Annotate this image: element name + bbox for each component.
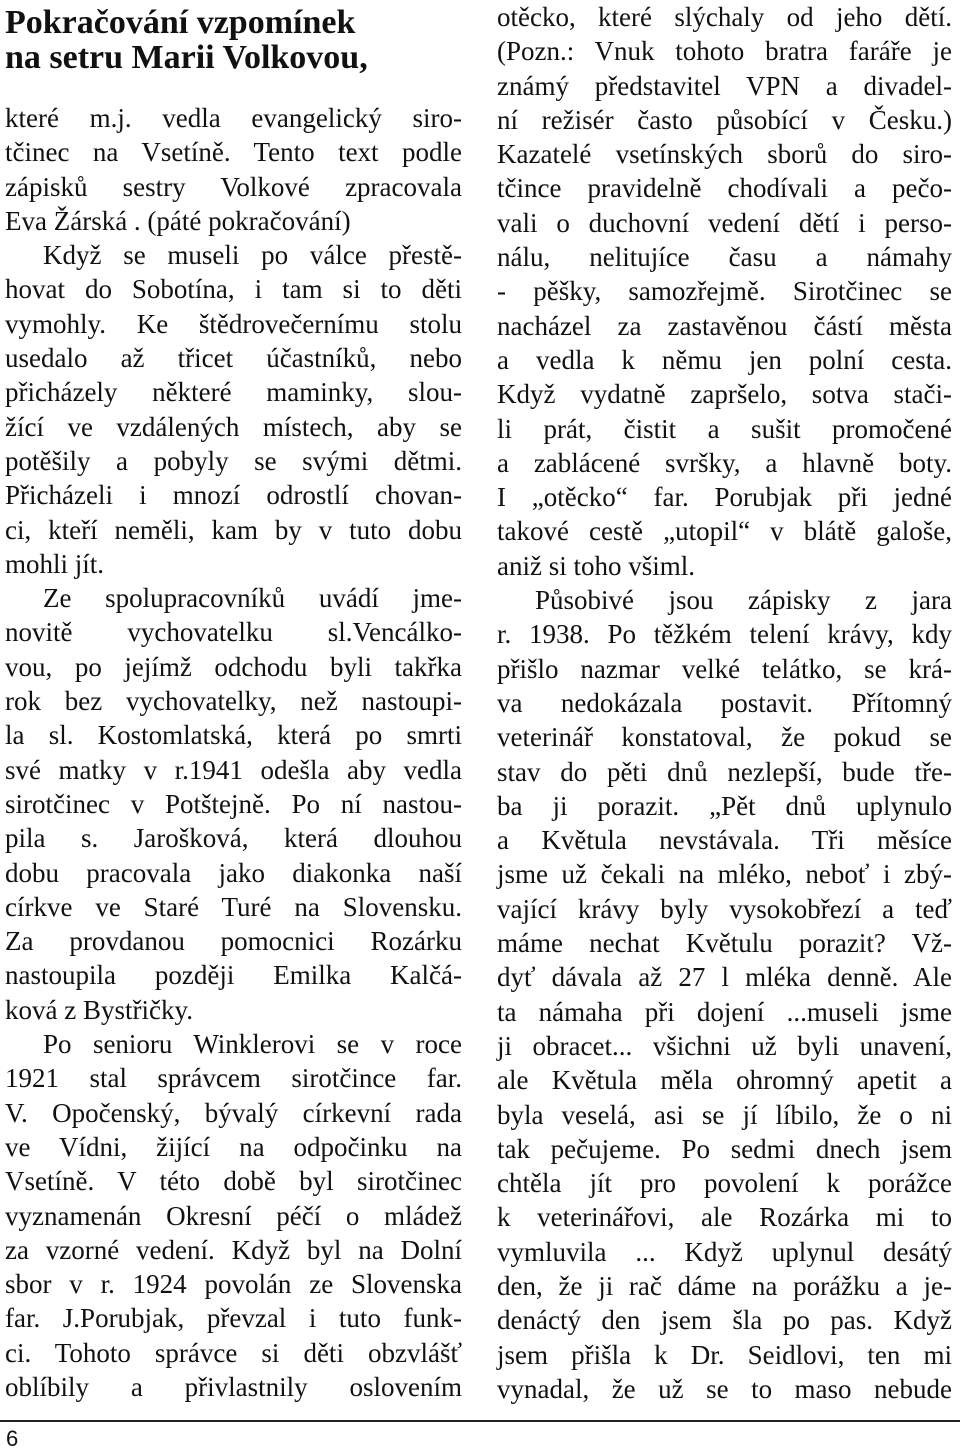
text-line: veterinář konstatoval, že pokud se bbox=[497, 722, 952, 753]
text-line: Po senioru Winklerovi se v roce bbox=[43, 1029, 462, 1060]
text-line: Kazatelé vsetínských sborů do siro- bbox=[497, 139, 952, 170]
text-line: vou, po jejímž odchodu byli takřka bbox=[5, 651, 462, 682]
text-line: jsem přišla k Dr. Seidlovi, ten mi bbox=[497, 1339, 952, 1370]
title-line: na setru Marii Volkovou, bbox=[5, 39, 368, 76]
paragraph bbox=[497, 0, 952, 583]
text-line: jsme už čekali na mléko, neboť i zbý- bbox=[497, 859, 952, 890]
text-line: Ze spolupracovníků uvádí jme- bbox=[43, 583, 462, 614]
text-line: usedalo až třicet účastníků, nebo bbox=[5, 343, 462, 374]
text-line: přišlo nazmar velké telátko, se krá- bbox=[497, 653, 952, 684]
text-line: vyznamenán Okresní péčí o mládež bbox=[5, 1200, 462, 1231]
text-line: ci, kteří neměli, kam by v tuto dobu bbox=[5, 514, 462, 545]
text-line: r. 1938. Po těžkém telení krávy, kdy bbox=[497, 619, 952, 650]
text-line: sbor v r. 1924 povolán ze Slovenska bbox=[5, 1269, 462, 1300]
text-line: Přicházeli i mnozí odrostlí chovan- bbox=[5, 480, 462, 511]
text-line: Eva Žárská . (páté pokračování) bbox=[5, 205, 351, 236]
text-line: V. Opočenský, bývalý církevní rada bbox=[5, 1097, 462, 1128]
text-line: dyť dávala až 27 l mléka denně. Ale bbox=[497, 962, 952, 993]
text-line: vynadal, že už se to maso nebude bbox=[497, 1373, 952, 1404]
text-line: pila s. Jarošková, která dlouhou bbox=[5, 823, 462, 854]
text-line: novitě vychovatelku sl.Vencálko- bbox=[5, 617, 462, 648]
text-line: své matky v r.1941 odešla aby vedla bbox=[5, 754, 462, 785]
text-line: ale Květula měla ohromný apetit a bbox=[497, 1065, 952, 1096]
text-line: Když se museli po válce přestě- bbox=[43, 240, 462, 271]
text-line: nastoupila později Emilka Kalčá- bbox=[5, 960, 462, 991]
paragraph bbox=[497, 583, 952, 1406]
text-line: 1921 stal správcem sirotčince far. bbox=[5, 1063, 462, 1094]
page-number: 6 bbox=[6, 1426, 19, 1451]
text-line: otěcko, které slýchaly od jeho dětí. bbox=[497, 2, 952, 32]
paragraph bbox=[5, 1027, 462, 1404]
text-line: (Pozn.: Vnuk tohoto bratra faráře je bbox=[497, 36, 952, 67]
text-line: la sl. Kostomlatská, která po smrti bbox=[5, 720, 462, 751]
text-line: známý představitel VPN a divadel- bbox=[497, 70, 952, 101]
text-line: k veterinářovi, ale Rozárka mi to bbox=[497, 1202, 952, 1233]
text-line: denáctý den jsem šla po pas. Když bbox=[497, 1305, 952, 1336]
paragraph bbox=[5, 238, 462, 581]
article-title bbox=[5, 5, 462, 75]
left-column bbox=[5, 101, 462, 1404]
text-line: za vzorné vedení. Když byl na Dolní bbox=[5, 1234, 462, 1265]
text-line: vymluvila ... Když uplynul desátý bbox=[497, 1236, 952, 1267]
text-line: va nedokázala postavit. Přítomný bbox=[497, 687, 952, 718]
text-line: potěšily a pobyly se svými dětmi. bbox=[5, 445, 462, 476]
text-line: ji obracet... všichni už byli unavení, bbox=[497, 1030, 952, 1061]
text-line: ta námaha při dojení ...museli jsme bbox=[497, 996, 952, 1027]
text-line: oblíbily a přivlastnily oslovením bbox=[5, 1371, 462, 1402]
text-line: ci. Tohoto správce si děti obzvlášť bbox=[5, 1337, 462, 1368]
text-line: zápisků sestry Volkové zpracovala bbox=[5, 171, 462, 202]
text-line: vali o duchovní vedení dětí i perso- bbox=[497, 207, 952, 238]
text-line: sirotčinec v Potštejně. Po ní nastou- bbox=[5, 788, 462, 819]
right-column bbox=[497, 0, 952, 1406]
text-line: ní režisér často působící v Česku.) bbox=[497, 104, 952, 135]
text-line: tak pečujeme. Po sedmi dnech jsem bbox=[497, 1133, 952, 1164]
text-line: vymohly. Ke štědrovečernímu stolu bbox=[5, 308, 462, 339]
text-line: přicházely některé maminky, slou- bbox=[5, 377, 462, 408]
text-line: chtěla jít pro povolení k porážce bbox=[497, 1168, 952, 1199]
text-line: máme nechat Květulu porazit? Vž- bbox=[497, 928, 952, 959]
text-line: far. J.Porubjak, převzal i tuto funk- bbox=[5, 1303, 462, 1334]
text-line: li prát, čistit a sušit promočené bbox=[497, 413, 952, 444]
text-line: Působivé jsou zápisky z jara bbox=[535, 585, 952, 616]
text-line: takové cestě „utopil“ v blátě galoše, bbox=[497, 516, 952, 547]
text-line: a vedla k němu jen polní cesta. bbox=[497, 344, 952, 375]
text-line: byla veselá, asi se jí líbilo, že o ni bbox=[497, 1099, 952, 1130]
text-line: rok bez vychovatelky, než nastoupi- bbox=[5, 686, 462, 717]
text-line: a zablácené svršky, a hlavně boty. bbox=[497, 447, 952, 478]
text-line: dobu pracovala jako diakonka naší bbox=[5, 857, 462, 888]
text-line: nacházel za zastavěnou částí města bbox=[497, 310, 952, 341]
text-line: I „otěcko“ far. Porubjak při jedné bbox=[497, 482, 952, 513]
text-line: Když vydatně zapršelo, sotva stači- bbox=[497, 379, 952, 410]
text-line: tčinec na Vsetíně. Tento text podle bbox=[5, 137, 462, 168]
text-line: Vsetíně. V této době byl sirotčinec bbox=[5, 1166, 462, 1197]
text-line: mohli jít. bbox=[5, 548, 105, 579]
text-line: den, že ji rač dáme na porážku a je- bbox=[497, 1270, 952, 1301]
text-line: které m.j. vedla evangelický siro- bbox=[5, 103, 462, 133]
title-line: Pokračování vzpomínek bbox=[5, 4, 356, 41]
text-line: aniž si toho všiml. bbox=[497, 550, 695, 581]
paragraph bbox=[5, 581, 462, 1027]
text-line: církve ve Staré Turé na Slovensku. bbox=[5, 891, 462, 922]
text-line: hovat do Sobotína, i tam si to děti bbox=[5, 274, 462, 305]
text-line: a Květula nevstávala. Tři měsíce bbox=[497, 825, 952, 856]
text-line: žící ve vzdálených místech, aby se bbox=[5, 411, 462, 442]
text-line: ba ji porazit. „Pět dnů uplynulo bbox=[497, 790, 952, 821]
footer-divider bbox=[0, 1420, 960, 1422]
text-line: - pěšky, samozřejmě. Sirotčinec se bbox=[497, 276, 952, 307]
text-line: tčince pravidelně chodívali a pečo- bbox=[497, 173, 952, 204]
text-line: stav do pěti dnů nezlepší, bude tře- bbox=[497, 756, 952, 787]
text-line: ve Vídni, žijící na odpočinku na bbox=[5, 1131, 462, 1162]
text-line: vající krávy byly vysokobřezí a teď bbox=[497, 893, 952, 924]
text-line: nálu, nelitujíce času a námahy bbox=[497, 242, 952, 273]
text-line: Za provdanou pomocnici Rozárku bbox=[5, 926, 462, 957]
text-line: ková z Bystřičky. bbox=[5, 994, 193, 1025]
paragraph bbox=[5, 101, 462, 238]
